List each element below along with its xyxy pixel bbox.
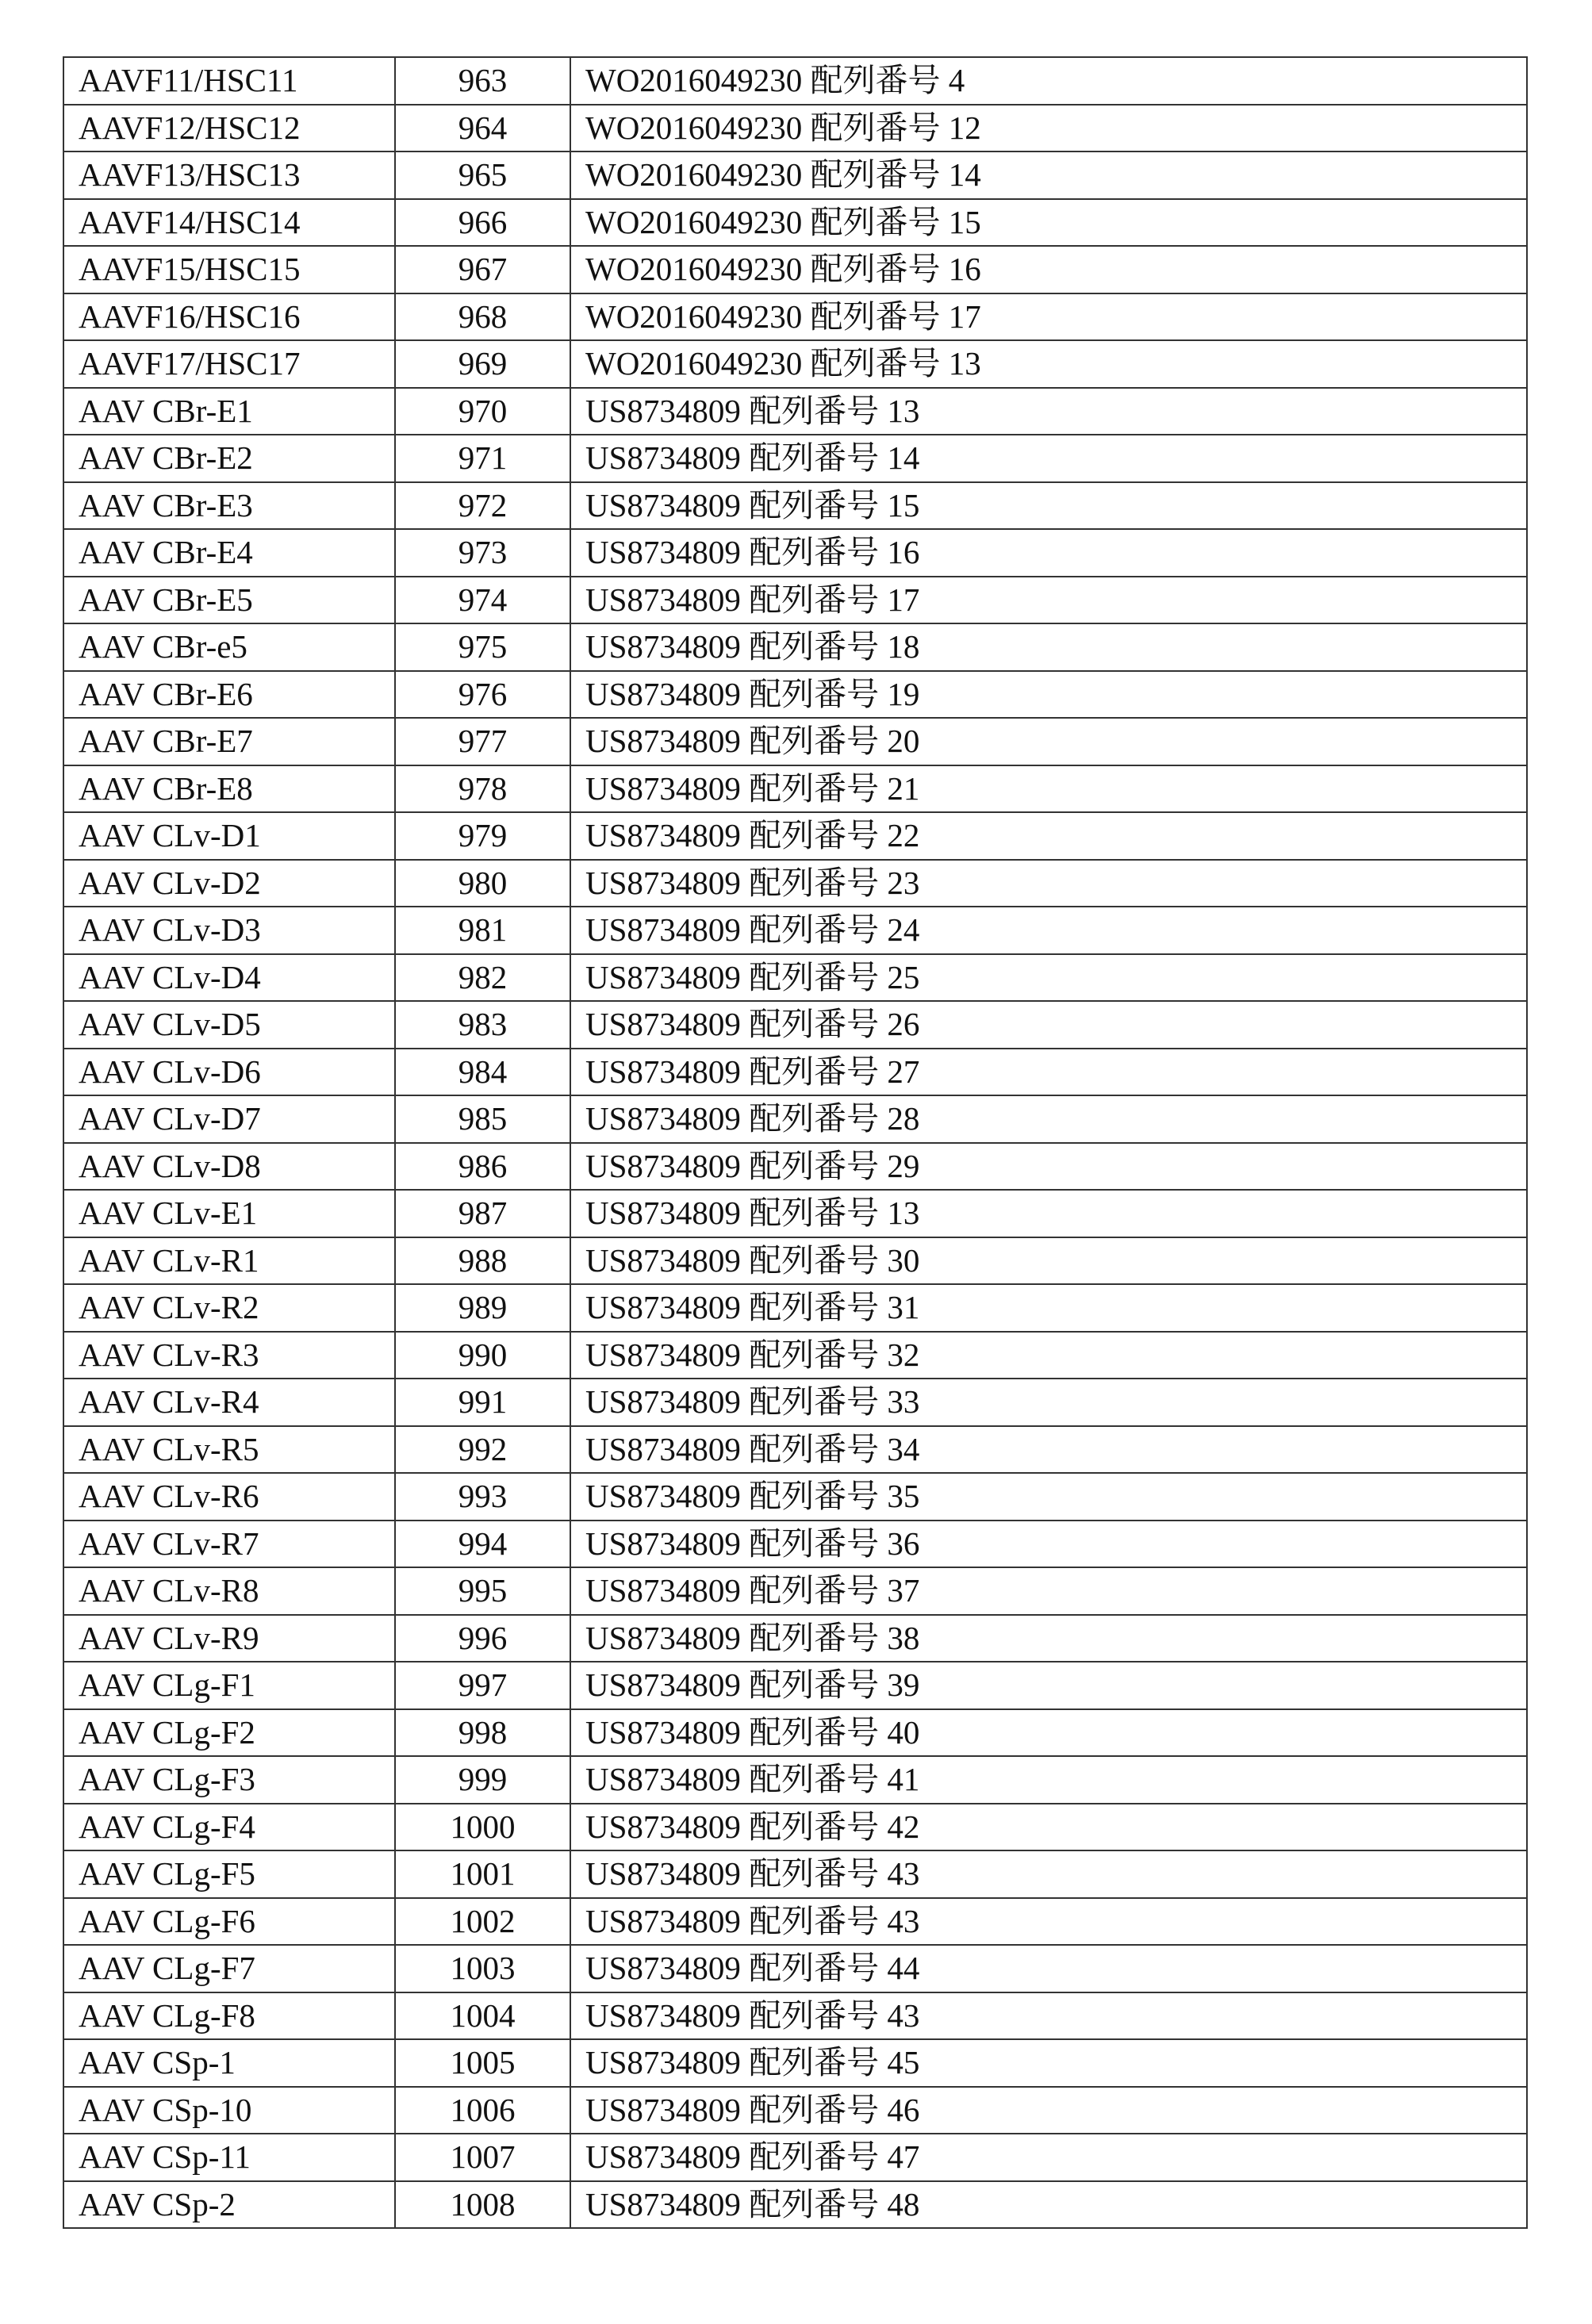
- reference-cell: US8734809 配列番号 40: [570, 1709, 1527, 1757]
- table-row: [63, 529, 1527, 577]
- table-row: [63, 812, 1527, 860]
- serotype-cell: AAV CSp-10: [63, 2087, 395, 2134]
- table-row: [63, 1709, 1527, 1757]
- seq-id-cell: 998: [395, 1709, 570, 1757]
- reference-cell: US8734809 配列番号 41: [570, 1756, 1527, 1804]
- serotype-cell: AAV CLv-R4: [63, 1379, 395, 1426]
- reference-cell: WO2016049230 配列番号 12: [570, 105, 1527, 152]
- seq-id-cell: 993: [395, 1473, 570, 1521]
- table-row: [63, 2039, 1527, 2087]
- seq-id-cell: 997: [395, 1662, 570, 1709]
- reference-cell: WO2016049230 配列番号 13: [570, 340, 1527, 388]
- table-row: [63, 2181, 1527, 2229]
- seq-id-cell: 965: [395, 151, 570, 199]
- reference-cell: US8734809 配列番号 18: [570, 623, 1527, 671]
- seq-id-cell: 984: [395, 1049, 570, 1096]
- seq-id-cell: 999: [395, 1756, 570, 1804]
- table-row: [63, 2134, 1527, 2181]
- serotype-cell: AAV CLv-D6: [63, 1049, 395, 1096]
- serotype-cell: AAV CBr-E1: [63, 388, 395, 435]
- reference-cell: US8734809 配列番号 30: [570, 1237, 1527, 1285]
- seq-id-cell: 1001: [395, 1850, 570, 1898]
- table-row: [63, 1567, 1527, 1615]
- serotype-cell: AAV CLv-E1: [63, 1190, 395, 1237]
- serotype-cell: AAV CLv-R6: [63, 1473, 395, 1521]
- serotype-cell: AAV CBr-E3: [63, 482, 395, 530]
- table-row: [63, 1095, 1527, 1143]
- seq-id-cell: 1003: [395, 1945, 570, 1992]
- serotype-cell: AAV CLv-R3: [63, 1332, 395, 1379]
- reference-cell: US8734809 配列番号 26: [570, 1001, 1527, 1049]
- serotype-cell: AAV CLv-D3: [63, 907, 395, 954]
- serotype-cell: AAVF12/HSC12: [63, 105, 395, 152]
- reference-cell: US8734809 配列番号 46: [570, 2087, 1527, 2134]
- reference-cell: US8734809 配列番号 21: [570, 765, 1527, 813]
- table-row: [63, 954, 1527, 1002]
- seq-id-cell: 968: [395, 293, 570, 341]
- serotype-cell: AAVF17/HSC17: [63, 340, 395, 388]
- table-row: [63, 1049, 1527, 1096]
- serotype-cell: AAV CLv-R5: [63, 1426, 395, 1474]
- reference-cell: US8734809 配列番号 42: [570, 1804, 1527, 1851]
- table-row: [63, 860, 1527, 907]
- seq-id-cell: 977: [395, 718, 570, 765]
- seq-id-cell: 975: [395, 623, 570, 671]
- table-row: [63, 105, 1527, 152]
- sequence-table: [63, 56, 1528, 2229]
- table-row: [63, 1850, 1527, 1898]
- serotype-cell: AAV CLv-D1: [63, 812, 395, 860]
- reference-cell: US8734809 配列番号 38: [570, 1615, 1527, 1662]
- serotype-cell: AAV CLg-F5: [63, 1850, 395, 1898]
- reference-cell: US8734809 配列番号 43: [570, 1898, 1527, 1946]
- table-row: [63, 151, 1527, 199]
- reference-cell: US8734809 配列番号 33: [570, 1379, 1527, 1426]
- seq-id-cell: 966: [395, 199, 570, 247]
- seq-id-cell: 1005: [395, 2039, 570, 2087]
- reference-cell: WO2016049230 配列番号 15: [570, 199, 1527, 247]
- reference-cell: US8734809 配列番号 48: [570, 2181, 1527, 2229]
- reference-cell: WO2016049230 配列番号 16: [570, 246, 1527, 293]
- reference-cell: US8734809 配列番号 34: [570, 1426, 1527, 1474]
- table-row: [63, 1190, 1527, 1237]
- seq-id-cell: 988: [395, 1237, 570, 1285]
- seq-id-cell: 1004: [395, 1992, 570, 2040]
- serotype-cell: AAV CLv-D7: [63, 1095, 395, 1143]
- seq-id-cell: 986: [395, 1143, 570, 1191]
- serotype-cell: AAV CBr-E6: [63, 671, 395, 719]
- table-row: [63, 1001, 1527, 1049]
- serotype-cell: AAV CBr-E8: [63, 765, 395, 813]
- reference-cell: US8734809 配列番号 32: [570, 1332, 1527, 1379]
- seq-id-cell: 974: [395, 577, 570, 624]
- serotype-cell: AAV CLv-D2: [63, 860, 395, 907]
- seq-id-cell: 981: [395, 907, 570, 954]
- table-row: [63, 435, 1527, 482]
- seq-id-cell: 1006: [395, 2087, 570, 2134]
- seq-id-cell: 995: [395, 1567, 570, 1615]
- reference-cell: US8734809 配列番号 35: [570, 1473, 1527, 1521]
- seq-id-cell: 967: [395, 246, 570, 293]
- table-row: [63, 1332, 1527, 1379]
- table-row: [63, 1237, 1527, 1285]
- serotype-cell: AAV CBr-e5: [63, 623, 395, 671]
- serotype-cell: AAV CLv-R2: [63, 1284, 395, 1332]
- reference-cell: US8734809 配列番号 28: [570, 1095, 1527, 1143]
- seq-id-cell: 964: [395, 105, 570, 152]
- serotype-cell: AAV CLg-F3: [63, 1756, 395, 1804]
- serotype-cell: AAV CSp-2: [63, 2181, 395, 2229]
- table-row: [63, 199, 1527, 247]
- reference-cell: US8734809 配列番号 22: [570, 812, 1527, 860]
- seq-id-cell: 980: [395, 860, 570, 907]
- reference-cell: WO2016049230 配列番号 4: [570, 57, 1527, 105]
- reference-cell: US8734809 配列番号 20: [570, 718, 1527, 765]
- seq-id-cell: 987: [395, 1190, 570, 1237]
- table-row: [63, 482, 1527, 530]
- reference-cell: US8734809 配列番号 24: [570, 907, 1527, 954]
- table-row: [63, 1662, 1527, 1709]
- serotype-cell: AAV CBr-E2: [63, 435, 395, 482]
- seq-id-cell: 973: [395, 529, 570, 577]
- serotype-cell: AAV CBr-E7: [63, 718, 395, 765]
- seq-id-cell: 985: [395, 1095, 570, 1143]
- table-row: [63, 1804, 1527, 1851]
- reference-cell: US8734809 配列番号 16: [570, 529, 1527, 577]
- table-row: [63, 1473, 1527, 1521]
- reference-cell: WO2016049230 配列番号 14: [570, 151, 1527, 199]
- serotype-cell: AAV CLv-R9: [63, 1615, 395, 1662]
- reference-cell: US8734809 配列番号 17: [570, 577, 1527, 624]
- table-row: [63, 2087, 1527, 2134]
- table-row: [63, 1945, 1527, 1992]
- seq-id-cell: 971: [395, 435, 570, 482]
- serotype-cell: AAV CLg-F1: [63, 1662, 395, 1709]
- table-row: [63, 1284, 1527, 1332]
- table-row: [63, 1521, 1527, 1568]
- serotype-cell: AAV CLv-D5: [63, 1001, 395, 1049]
- table-row: [63, 907, 1527, 954]
- table-row: [63, 1615, 1527, 1662]
- table-row: [63, 1898, 1527, 1946]
- serotype-cell: AAV CBr-E4: [63, 529, 395, 577]
- serotype-cell: AAVF15/HSC15: [63, 246, 395, 293]
- serotype-cell: AAV CLg-F8: [63, 1992, 395, 2040]
- table-row: [63, 671, 1527, 719]
- reference-cell: US8734809 配列番号 47: [570, 2134, 1527, 2181]
- seq-id-cell: 963: [395, 57, 570, 105]
- seq-id-cell: 1008: [395, 2181, 570, 2229]
- table-row: [63, 718, 1527, 765]
- reference-cell: US8734809 配列番号 13: [570, 1190, 1527, 1237]
- seq-id-cell: 990: [395, 1332, 570, 1379]
- table-row: [63, 623, 1527, 671]
- table-row: [63, 577, 1527, 624]
- seq-id-cell: 978: [395, 765, 570, 813]
- reference-cell: US8734809 配列番号 29: [570, 1143, 1527, 1191]
- serotype-cell: AAV CLv-R7: [63, 1521, 395, 1568]
- serotype-cell: AAV CLg-F2: [63, 1709, 395, 1757]
- seq-id-cell: 976: [395, 671, 570, 719]
- seq-id-cell: 983: [395, 1001, 570, 1049]
- reference-cell: US8734809 配列番号 37: [570, 1567, 1527, 1615]
- reference-cell: US8734809 配列番号 45: [570, 2039, 1527, 2087]
- table-row: [63, 57, 1527, 105]
- table-row: [63, 293, 1527, 341]
- reference-cell: US8734809 配列番号 19: [570, 671, 1527, 719]
- table-row: [63, 1992, 1527, 2040]
- serotype-cell: AAVF13/HSC13: [63, 151, 395, 199]
- serotype-cell: AAV CLv-R1: [63, 1237, 395, 1285]
- reference-cell: US8734809 配列番号 27: [570, 1049, 1527, 1096]
- seq-id-cell: 970: [395, 388, 570, 435]
- seq-id-cell: 991: [395, 1379, 570, 1426]
- reference-cell: US8734809 配列番号 25: [570, 954, 1527, 1002]
- table-body: [63, 57, 1527, 2228]
- reference-cell: US8734809 配列番号 43: [570, 1850, 1527, 1898]
- table-row: [63, 246, 1527, 293]
- serotype-cell: AAV CSp-11: [63, 2134, 395, 2181]
- table-row: [63, 340, 1527, 388]
- seq-id-cell: 979: [395, 812, 570, 860]
- reference-cell: US8734809 配列番号 44: [570, 1945, 1527, 1992]
- seq-id-cell: 1002: [395, 1898, 570, 1946]
- seq-id-cell: 992: [395, 1426, 570, 1474]
- reference-cell: US8734809 配列番号 31: [570, 1284, 1527, 1332]
- serotype-cell: AAV CLv-R8: [63, 1567, 395, 1615]
- serotype-cell: AAV CLg-F6: [63, 1898, 395, 1946]
- serotype-cell: AAV CLg-F7: [63, 1945, 395, 1992]
- serotype-cell: AAV CLv-D4: [63, 954, 395, 1002]
- reference-cell: US8734809 配列番号 43: [570, 1992, 1527, 2040]
- reference-cell: US8734809 配列番号 15: [570, 482, 1527, 530]
- serotype-cell: AAV CBr-E5: [63, 577, 395, 624]
- seq-id-cell: 982: [395, 954, 570, 1002]
- seq-id-cell: 1007: [395, 2134, 570, 2181]
- seq-id-cell: 996: [395, 1615, 570, 1662]
- reference-cell: US8734809 配列番号 23: [570, 860, 1527, 907]
- serotype-cell: AAV CSp-1: [63, 2039, 395, 2087]
- serotype-cell: AAVF14/HSC14: [63, 199, 395, 247]
- serotype-cell: AAV CLv-D8: [63, 1143, 395, 1191]
- table-row: [63, 388, 1527, 435]
- reference-cell: US8734809 配列番号 14: [570, 435, 1527, 482]
- reference-cell: US8734809 配列番号 39: [570, 1662, 1527, 1709]
- seq-id-cell: 989: [395, 1284, 570, 1332]
- serotype-cell: AAVF16/HSC16: [63, 293, 395, 341]
- reference-cell: WO2016049230 配列番号 17: [570, 293, 1527, 341]
- table-row: [63, 1143, 1527, 1191]
- table-row: [63, 1379, 1527, 1426]
- reference-cell: US8734809 配列番号 13: [570, 388, 1527, 435]
- seq-id-cell: 972: [395, 482, 570, 530]
- seq-id-cell: 994: [395, 1521, 570, 1568]
- reference-cell: US8734809 配列番号 36: [570, 1521, 1527, 1568]
- table-row: [63, 1756, 1527, 1804]
- serotype-cell: AAVF11/HSC11: [63, 57, 395, 105]
- seq-id-cell: 1000: [395, 1804, 570, 1851]
- serotype-cell: AAV CLg-F4: [63, 1804, 395, 1851]
- seq-id-cell: 969: [395, 340, 570, 388]
- table-row: [63, 1426, 1527, 1474]
- table-row: [63, 765, 1527, 813]
